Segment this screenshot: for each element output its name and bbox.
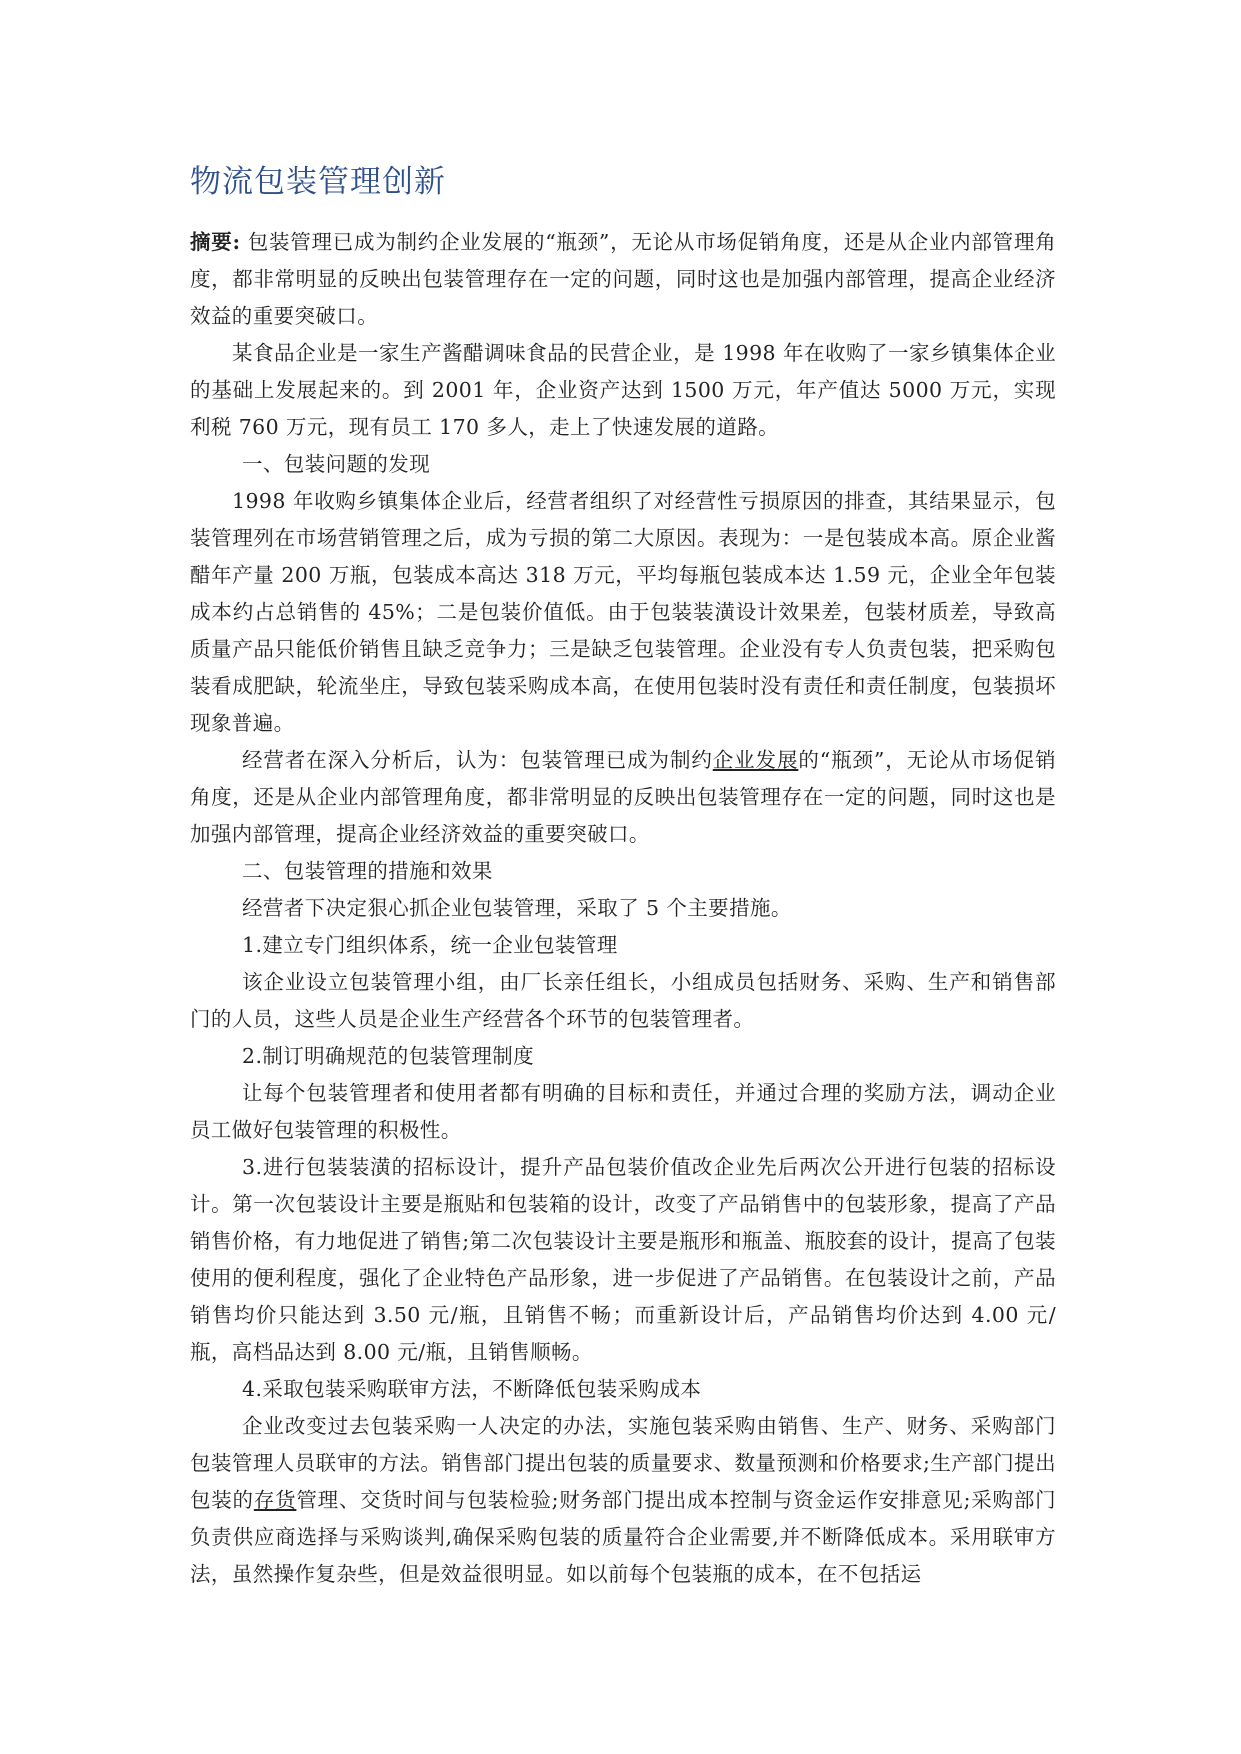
paragraph-organization: 该企业设立包装管理小组，由厂长亲任组长，小组成员包括财务、采购、生产和销售部门的人员，这些人员是企业生产经营各个环节的包装管理者。 — [190, 970, 1056, 1031]
subheading-2: 2.制订明确规范的包装管理制度 — [242, 1044, 535, 1068]
subheading-4: 4.采取包装采购联审方法，不断降低包装采购成本 — [242, 1377, 702, 1401]
abstract-label: 摘要: — [190, 230, 241, 254]
section-heading-1: 一、包装问题的发现 — [242, 452, 431, 476]
subheading-1: 1.建立专门组织体系，统一企业包装管理 — [242, 933, 618, 957]
abstract-paragraph — [190, 224, 1056, 335]
link-enterprise-development[interactable]: 企业发展 — [712, 748, 799, 772]
analysis-text-after: 的“瓶颈”，无论从市场促销角度，还是从企业内部管理角度，都非常明显的反映出包装管理存在一定的问题，同时这也是加强内部管理，提高企业经济效益的重要突破口。 — [190, 748, 1056, 846]
section-heading-2: 二、包装管理的措施和效果 — [242, 859, 493, 883]
procurement-text-after: 管理、交货时间与包装检验;财务部门提出成本控制与资金运作安排意见;采购部门负责供应商选择与采购谈判,确保采购包装的质量符合企业需要,并不断降低成本。采用联审方法，虽然操作复杂些，但是效益很明显。如以前每个包装瓶的成本，在不包括运 — [190, 1488, 1056, 1586]
paragraph-design: 3.进行包装装潢的招标设计，提升产品包装价值改企业先后两次公开进行包装的招标设计。第一次包装设计主要是瓶贴和包装箱的设计，改变了产品销售中的包装形象，提高了产品销售价格，有力地促进了销售;第二次包装设计主要是瓶形和瓶盖、瓶胶套的设计，提高了包装使用的便利程度，强化了企业特色产品形象，进一步促进了产品销售。在包装设计之前，产品销售均价只能达到 3.50 元/瓶，且销售不畅；而重新设计后，产品销售均价达到 4.00 元/瓶，高档品达到 8.00 元/瓶，且销售顺畅。 — [190, 1155, 1056, 1364]
paragraph-analysis — [190, 742, 1056, 853]
abstract-text: 包装管理已成为制约企业发展的“瓶颈”，无论从市场促销角度，还是从企业内部管理角度，都非常明显的反映出包装管理存在一定的问题，同时这也是加强内部管理，提高企业经济效益的重要突破口。 — [190, 230, 1056, 328]
paragraph-procurement — [190, 1408, 1056, 1593]
page-title: 物流包装管理创新 — [190, 164, 446, 200]
analysis-text-before: 经营者在深入分析后，认为：包装管理已成为制约 — [242, 748, 713, 772]
paragraph-intro: 某食品企业是一家生产酱醋调味食品的民营企业，是 1998 年在收购了一家乡镇集体企业的基础上发展起来的。到 2001 年，企业资产达到 1500 万元，年产值达 5000 万元，实现利税 760 万元，现有员工 170 多人，走上了快速发展的道路。 — [190, 341, 1056, 439]
paragraph-system: 让每个包装管理者和使用者都有明确的目标和责任，并通过合理的奖励方法，调动企业员工做好包装管理的积极性。 — [190, 1081, 1056, 1142]
paragraph-problems: 1998 年收购乡镇集体企业后，经营者组织了对经营性亏损原因的排查，其结果显示，包装管理列在市场营销管理之后，成为亏损的第二大原因。表现为：一是包装成本高。原企业酱醋年产量 200 万瓶，包装成本高达 318 万元，平均每瓶包装成本达 1.59 元，企业全年包装成本约占总销售的 45%；二是包装价值低。由于包装装潢设计效果差，包装材质差，导致高质量产品只能低价销售且缺乏竞争力；三是缺乏包装管理。企业没有专人负责包装，把采购包装看成肥缺，轮流坐庄，导致包装采购成本高，在使用包装时没有责任和责任制度，包装损坏现象普遍。 — [190, 489, 1056, 735]
paragraph-measures-intro: 经营者下决定狠心抓企业包装管理，采取了 5 个主要措施。 — [242, 896, 792, 920]
link-inventory[interactable]: 存货 — [253, 1488, 297, 1512]
procurement-text-before: 企业改变过去包装采购一人决定的办法，实施包装采购由销售、生产、财务、采购部门包装管理人员联审的方法。销售部门提出包装的质量要求、数量预测和价格要求;生产部门提出包装的 — [190, 1414, 1056, 1512]
document-page — [190, 160, 1056, 1593]
